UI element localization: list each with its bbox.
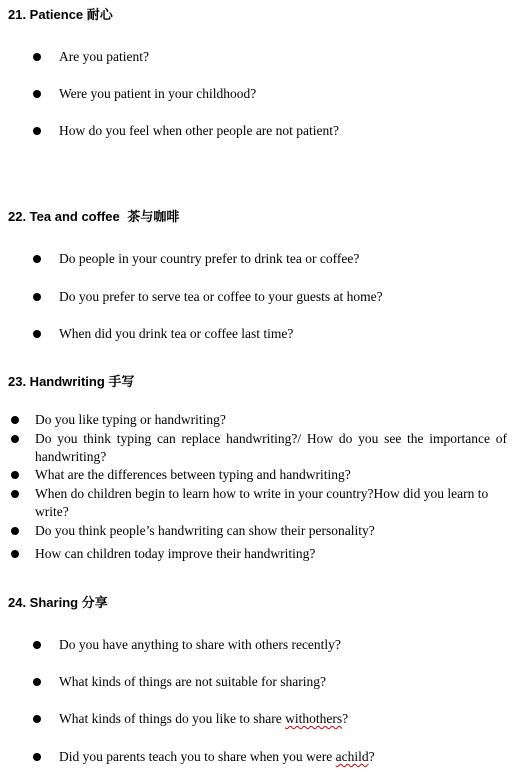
question-text: Do you think people’s handwriting can show their personality? bbox=[35, 523, 375, 538]
bullet-icon bbox=[33, 753, 41, 761]
question-text: How do you feel when other people are not patient? bbox=[59, 123, 340, 138]
question-item bbox=[59, 673, 326, 691]
question-item bbox=[59, 48, 149, 66]
question-text: Do people in your country prefer to drink tea or coffee? bbox=[59, 251, 360, 266]
question-text: Do you have anything to share with others recently? bbox=[59, 637, 341, 652]
question-item bbox=[59, 325, 293, 343]
question-item bbox=[35, 522, 505, 540]
question-text: What are the differences between typing and handwriting? bbox=[35, 467, 351, 482]
section-heading-chinese: 手写 bbox=[108, 375, 135, 390]
question-item bbox=[59, 748, 375, 766]
question-item bbox=[35, 545, 505, 563]
bullet-icon bbox=[11, 527, 19, 535]
bullet-icon bbox=[11, 435, 19, 443]
section-heading-text: 24. Sharing bbox=[8, 595, 79, 610]
question-item bbox=[59, 636, 341, 654]
question-text: Did you parents teach you to share when you were bbox=[59, 749, 336, 764]
bullet-icon bbox=[33, 293, 41, 301]
section-heading-chinese: 分享 bbox=[81, 596, 108, 611]
question-text: When do children begin to learn how to write in your country?How did you learn to write? bbox=[35, 486, 489, 519]
spellcheck-flagged-word: withothers bbox=[285, 711, 343, 726]
bullet-icon bbox=[33, 641, 41, 649]
bullet-icon bbox=[11, 550, 19, 558]
bullet-icon bbox=[33, 255, 41, 263]
bullet-icon bbox=[33, 90, 41, 98]
bullet-icon bbox=[33, 127, 41, 135]
question-item bbox=[35, 466, 505, 484]
question-text: Were you patient in your childhood? bbox=[59, 86, 257, 101]
section-23-heading bbox=[8, 371, 134, 390]
section-22-heading bbox=[8, 206, 179, 225]
question-item bbox=[59, 710, 348, 728]
bullet-icon bbox=[11, 471, 19, 479]
question-text-end: ? bbox=[342, 711, 349, 726]
bullet-icon bbox=[11, 416, 19, 424]
question-item bbox=[59, 122, 339, 140]
section-24-heading bbox=[8, 592, 108, 611]
section-heading-text: 22. Tea and coffee bbox=[8, 209, 120, 224]
question-text: How can children today improve their handwriting? bbox=[35, 546, 316, 561]
question-text: Do you prefer to serve tea or coffee to your guests at home? bbox=[59, 289, 383, 304]
section-heading-chinese: 茶与咖啡 bbox=[127, 210, 180, 225]
question-text: Do you think typing can replace handwriting?/ How do you see the importance of handwriting? bbox=[35, 431, 507, 464]
section-heading-text: 21. Patience bbox=[8, 7, 84, 22]
section-heading-chinese: 耐心 bbox=[86, 8, 113, 23]
question-text: Are you patient? bbox=[59, 49, 149, 64]
question-item bbox=[35, 430, 507, 466]
bullet-icon bbox=[33, 53, 41, 61]
question-item bbox=[59, 288, 383, 306]
question-text: When did you drink tea or coffee last time? bbox=[59, 326, 294, 341]
question-text: What kinds of things are not suitable for sharing? bbox=[59, 674, 326, 689]
spellcheck-flagged-word: achild bbox=[335, 749, 369, 764]
section-21-heading bbox=[8, 4, 113, 23]
question-item bbox=[35, 485, 505, 521]
question-item bbox=[59, 85, 256, 103]
question-text: What kinds of things do you like to share bbox=[59, 711, 286, 726]
question-text-end: ? bbox=[368, 749, 375, 764]
bullet-icon bbox=[33, 330, 41, 338]
bullet-icon bbox=[33, 678, 41, 686]
question-item bbox=[59, 250, 359, 268]
bullet-icon bbox=[33, 715, 41, 723]
question-item bbox=[35, 411, 505, 429]
question-text: Do you like typing or handwriting? bbox=[35, 412, 226, 427]
section-heading-text: 23. Handwriting bbox=[8, 374, 105, 389]
bullet-icon bbox=[11, 490, 19, 498]
